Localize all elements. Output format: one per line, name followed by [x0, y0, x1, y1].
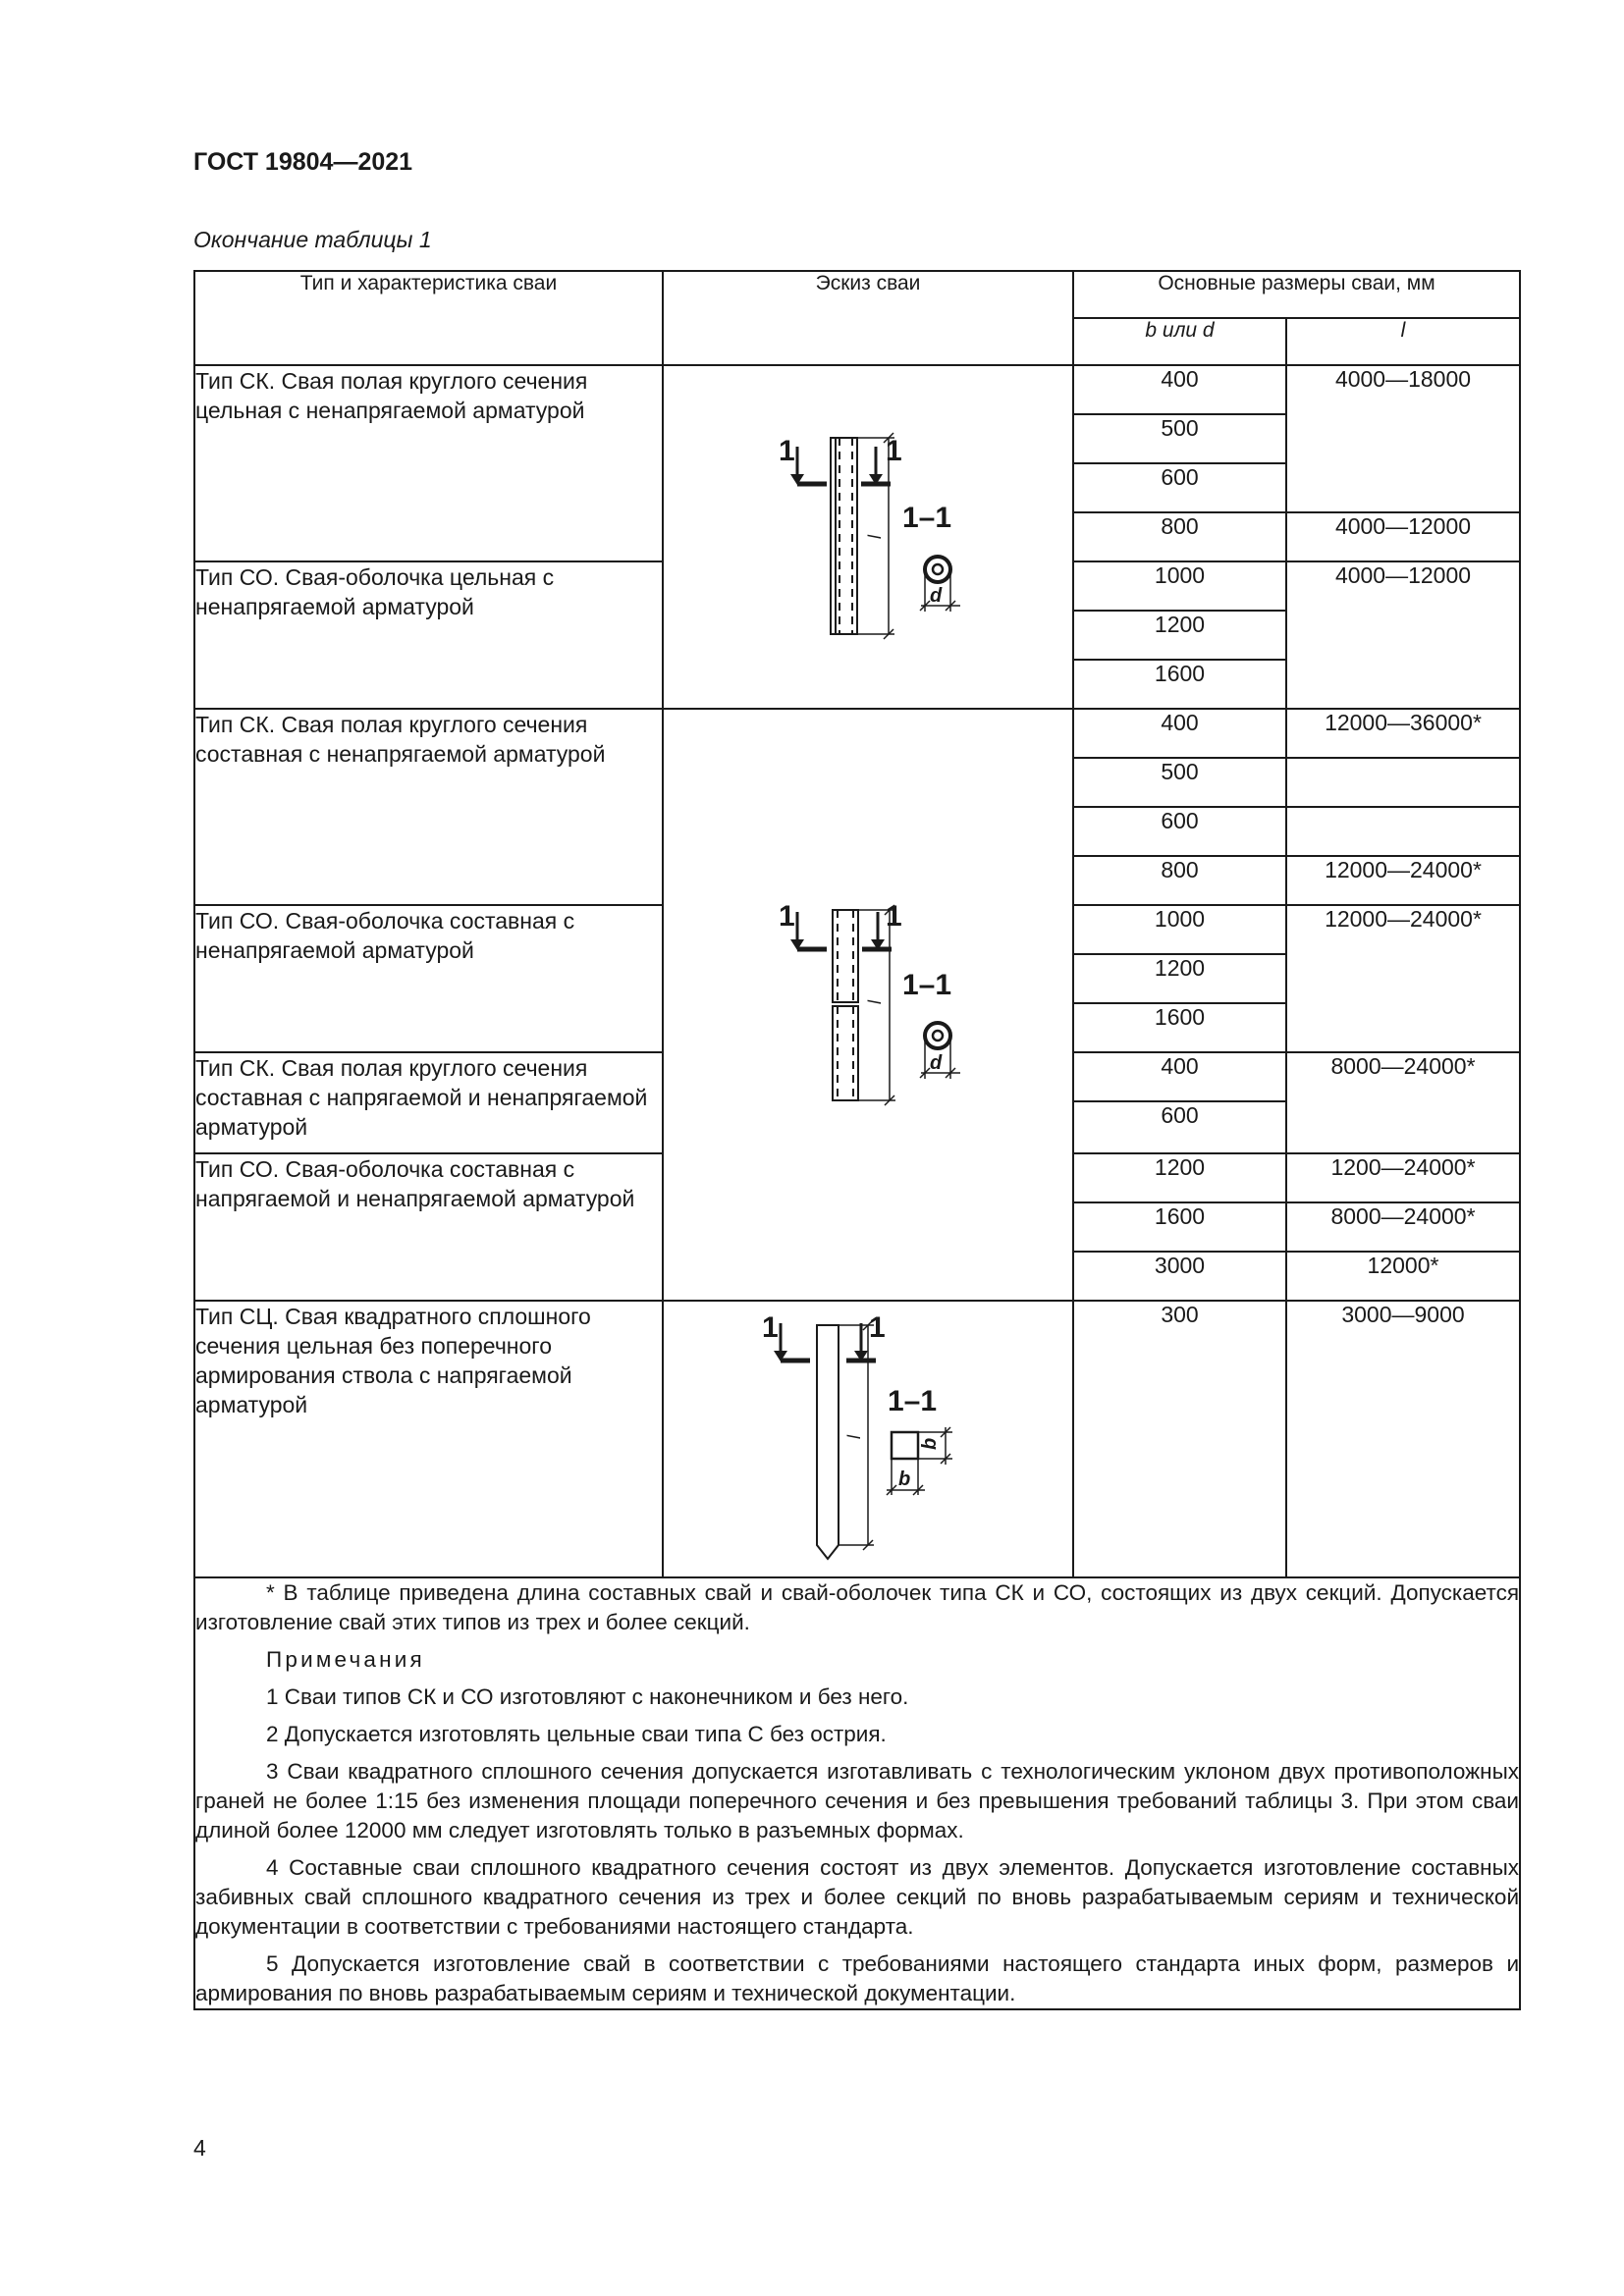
b-value: 1200 — [1073, 611, 1286, 660]
document-header: ГОСТ 19804—2021 — [193, 148, 413, 176]
pile-type-cell: Тип СК. Свая полая круглого сечения составная с ненапрягаемой арматурой — [194, 709, 663, 905]
composite-pile-sketch-drawing — [664, 710, 1074, 1302]
section-mark-right: 1 — [886, 435, 902, 467]
sketch-solid-round-pile — [663, 365, 1073, 709]
b-value: 1200 — [1073, 1153, 1286, 1202]
footnote: * В таблице приведена длина составных свай и свай-оболочек типа СК и СО, состоящих из двух секций. Допускается изготовление свай этих типов из трех и более секций. — [195, 1580, 1520, 1634]
header-sketch: Эскиз сваи — [663, 271, 1073, 365]
length-label: l — [865, 535, 885, 539]
diameter-label: d — [930, 585, 943, 607]
b-value: 800 — [1073, 856, 1286, 905]
l-value: 12000—24000* — [1286, 856, 1520, 905]
b-value: 1200 — [1073, 954, 1286, 1003]
b-value: 1600 — [1073, 660, 1286, 709]
l-value: 3000—9000 — [1286, 1301, 1520, 1577]
page-number: 4 — [193, 2135, 206, 2161]
section-name: 1–1 — [888, 1385, 938, 1417]
diameter-label: d — [930, 1052, 943, 1074]
side-label-vertical: b — [919, 1437, 941, 1450]
section-name: 1–1 — [902, 502, 952, 534]
section-mark-right: 1 — [886, 900, 902, 933]
header-l: l — [1286, 318, 1520, 365]
note-item: 1 Сваи типов СК и СО изготовляют с наконечником и без него. — [266, 1684, 909, 1709]
b-value: 400 — [1073, 1052, 1286, 1101]
section-mark-left: 1 — [762, 1311, 779, 1344]
b-value: 400 — [1073, 365, 1286, 414]
note-item: 5 Допускается изготовление свай в соответствии с требованиями настоящего стандарта иных форм, размеров и армирования по вновь разрабатываемым сериям и технической документации. — [195, 1951, 1520, 2005]
b-value: 500 — [1073, 758, 1286, 807]
section-mark-left: 1 — [779, 435, 795, 467]
l-value: 4000—12000 — [1286, 561, 1520, 709]
header-b-or-d: b или d — [1073, 318, 1286, 365]
table-notes — [194, 1577, 1520, 2009]
l-value — [1286, 758, 1520, 807]
pile-type-cell: Тип СЦ. Свая квадратного сплошного сечения цельная без поперечного армирования ствола с напрягаемой арматурой — [194, 1301, 663, 1577]
table-caption: Окончание таблицы 1 — [193, 227, 432, 252]
b-value: 800 — [1073, 512, 1286, 561]
l-value: 12000—36000* — [1286, 709, 1520, 758]
b-value: 600 — [1073, 1101, 1286, 1153]
pile-type-cell: Тип СО. Свая-оболочка составная с ненапрягаемой арматурой — [194, 905, 663, 1052]
sketch-composite-pile — [663, 709, 1073, 1301]
section-name: 1–1 — [902, 969, 952, 1001]
l-value: 1200—24000* — [1286, 1153, 1520, 1202]
note-item: 2 Допускается изготовлять цельные сваи типа С без острия. — [266, 1722, 887, 1746]
l-value: 4000—18000 — [1286, 365, 1520, 512]
b-value: 1000 — [1073, 905, 1286, 954]
section-mark-left: 1 — [779, 900, 795, 933]
section-mark-right: 1 — [869, 1311, 886, 1344]
b-value: 400 — [1073, 709, 1286, 758]
pile-sketch-drawing — [664, 366, 1074, 711]
sketch-square-pile — [663, 1301, 1073, 1577]
l-value: 4000—12000 — [1286, 512, 1520, 561]
length-label: l — [844, 1435, 864, 1439]
pile-type-cell: Тип СК. Свая полая круглого сечения цельная с ненапрягаемой арматурой — [194, 365, 663, 561]
b-value: 1600 — [1073, 1003, 1286, 1052]
square-pile-sketch-drawing — [664, 1302, 1074, 1578]
l-value: 12000* — [1286, 1252, 1520, 1301]
b-value: 3000 — [1073, 1252, 1286, 1301]
b-value: 600 — [1073, 807, 1286, 856]
header-dimensions: Основные размеры сваи, мм — [1073, 271, 1520, 318]
note-item: 3 Сваи квадратного сплошного сечения допускается изготавливать с технологическим уклоном двух противоположных граней не более 1:15 без изменения площади поперечного сечения и без превышения требований таблицы 3. При этом сваи длиной более 12000 мм следует изготовлять только в разъемных формах. — [195, 1759, 1520, 1842]
b-value: 1000 — [1073, 561, 1286, 611]
b-value: 600 — [1073, 463, 1286, 512]
l-value: 12000—24000* — [1286, 905, 1520, 1052]
side-label: b — [898, 1468, 911, 1490]
header-type: Тип и характеристика сваи — [194, 271, 663, 365]
l-value: 8000—24000* — [1286, 1202, 1520, 1252]
notes-title: Примечания — [266, 1647, 425, 1672]
note-item: 4 Составные сваи сплошного квадратного сечения состоят из двух элементов. Допускается изготовление составных забивных свай сплошного квадратного сечения из трех и более секций по вновь разрабатываемым сериям и технической документации в соответствии с требованиями настоящего стандарта. — [195, 1855, 1520, 1939]
l-value — [1286, 807, 1520, 856]
b-value: 300 — [1073, 1301, 1286, 1577]
pile-type-cell: Тип СО. Свая-оболочка цельная с ненапрягаемой арматурой — [194, 561, 663, 709]
pile-type-cell: Тип СК. Свая полая круглого сечения составная с напрягаемой и ненапрягаемой арматурой — [194, 1052, 663, 1153]
b-value: 500 — [1073, 414, 1286, 463]
pile-type-cell: Тип СО. Свая-оболочка составная с напрягаемой и ненапрягаемой арматурой — [194, 1153, 663, 1301]
pile-dimensions-table — [193, 270, 1521, 2010]
l-value: 8000—24000* — [1286, 1052, 1520, 1153]
b-value: 1600 — [1073, 1202, 1286, 1252]
length-label: l — [865, 1000, 885, 1004]
